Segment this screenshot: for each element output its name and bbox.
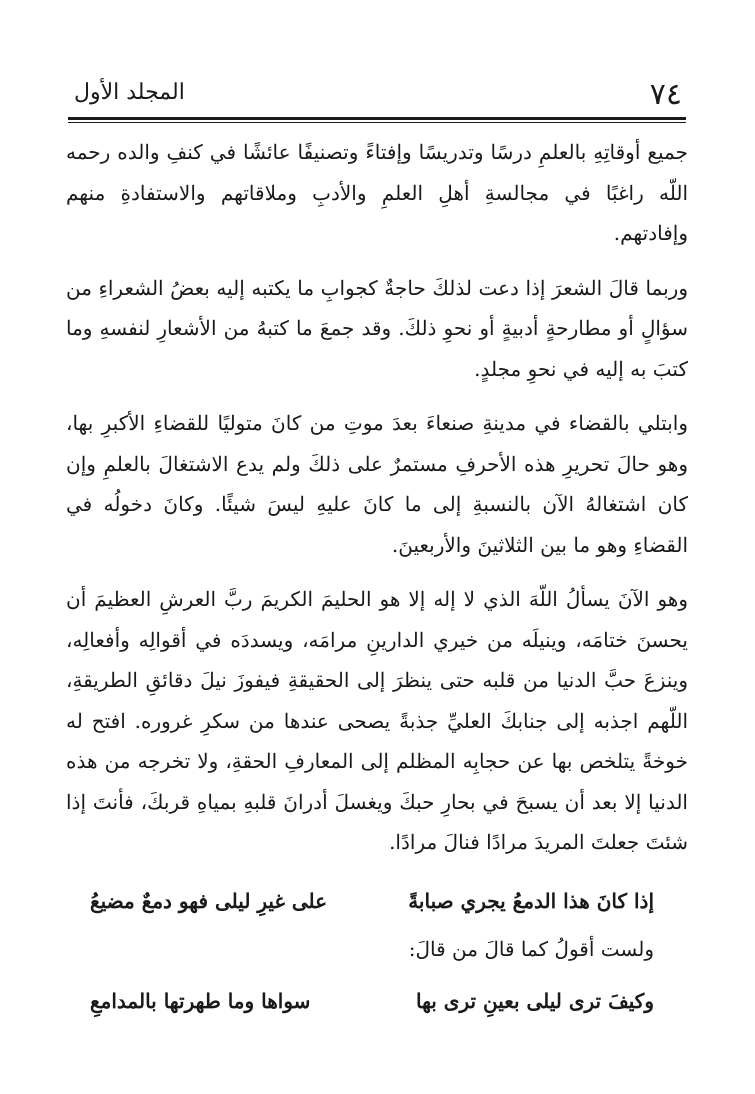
verse-2-second-hemistich: سواها وما طهرتها بالمدامعِ <box>90 989 311 1013</box>
page-number: ٧٤ <box>649 77 682 112</box>
header-rule-thin <box>68 122 686 123</box>
paragraph-4: وهو الآنَ يسألُ اللّهَ الذي لا إله إلا هو الحليمَ الكريمَ ربَّ العرشِ العظيمَ أن يحسنَ ختامَه، وينيلَه من خيري الدارينِ مرامَه، ويسددَه في أقوالِه وأفعالِه، وينزعَ حبَّ الدنيا من قلبه حتى ينظرَ إلى الحقيقةِ فيفوزَ نيلَ دقائقِ الطريقةِ، اللّهم اجذبه إلى جنابكَ العليِّ جذبةً يصحى عندها من سكرِ غروره. افتح له خوخةً يتلخص بها عن حجابِه المظلم إلى المعارفِ الحقةِ، ولا تخرجه من هذه الدنيا إلا بعد أن يسبحَ في بحارِ حبكَ ويغسلَ أدرانَ قلبهِ بمياهِ قربكَ، فأنتَ إذا شئتَ جعلتَ المريدَ مرادًا فنالَ مرادًا. <box>66 587 688 854</box>
verse-1-first-hemistich: إذا كانَ هذا الدمعُ يجري صبابةً <box>408 888 654 913</box>
verse-intro: ولست أقولُ كما قالَ من قالَ: <box>408 936 654 961</box>
verse-1-second-hemistich: على غيرِ ليلى فهو دمعٌ مضيعُ <box>90 888 328 913</box>
running-title: المجلد الأول <box>74 80 185 105</box>
page-header <box>68 72 686 112</box>
header-rule-thick <box>68 117 686 120</box>
paragraph-2: وربما قالَ الشعرَ إذا دعت لذلكَ حاجةٌ كجوابِ ما يكتبه إليه بعضُ الشعراءِ من سؤالٍ أو مطارحةٍ أدبيةٍ أو نحوِ ذلكَ. وقد جمعَ ما كتبهُ من الأشعارِ لنفسهِ وما كتبَ به إليه في نحوِ مجلدٍ. <box>66 275 688 381</box>
paragraph-3: وابتلي بالقضاء في مدينةِ صنعاءَ بعدَ موتِ من كانَ متوليًا للقضاءِ الأكبرِ بها، وهو حالَ تحريرِ هذه الأحرفِ مستمرٌ على ذلكَ ولم يدع الاشتغالَ بالعلمِ وإن كان اشتغالهُ الآن بالنسبةِ إلى ما كانَ عليهِ ليسَ شيئًا. وكانَ دخولُه في القضاءِ وهو ما بين الثلاثينَ والأربعينَ. <box>66 411 688 557</box>
poem-verse-2 <box>66 977 688 1021</box>
paragraph-1: جميع أوقاتِهِ بالعلمِ درسًا وتدريسًا وإفتاءً وتصنيفًا عائشًا في كنفِ والده رحمه اللّه راغبًا في مجالسةِ أهلِ العلمِ والأدبِ وملاقاتهم والاستفادةِ منهم وإفادتهم. <box>66 140 688 245</box>
poem-verse-1 <box>66 877 688 921</box>
verse-2-first-hemistich: وكيفَ ترى ليلى بعينِ ترى بها <box>415 989 654 1013</box>
body-text <box>66 132 688 1029</box>
